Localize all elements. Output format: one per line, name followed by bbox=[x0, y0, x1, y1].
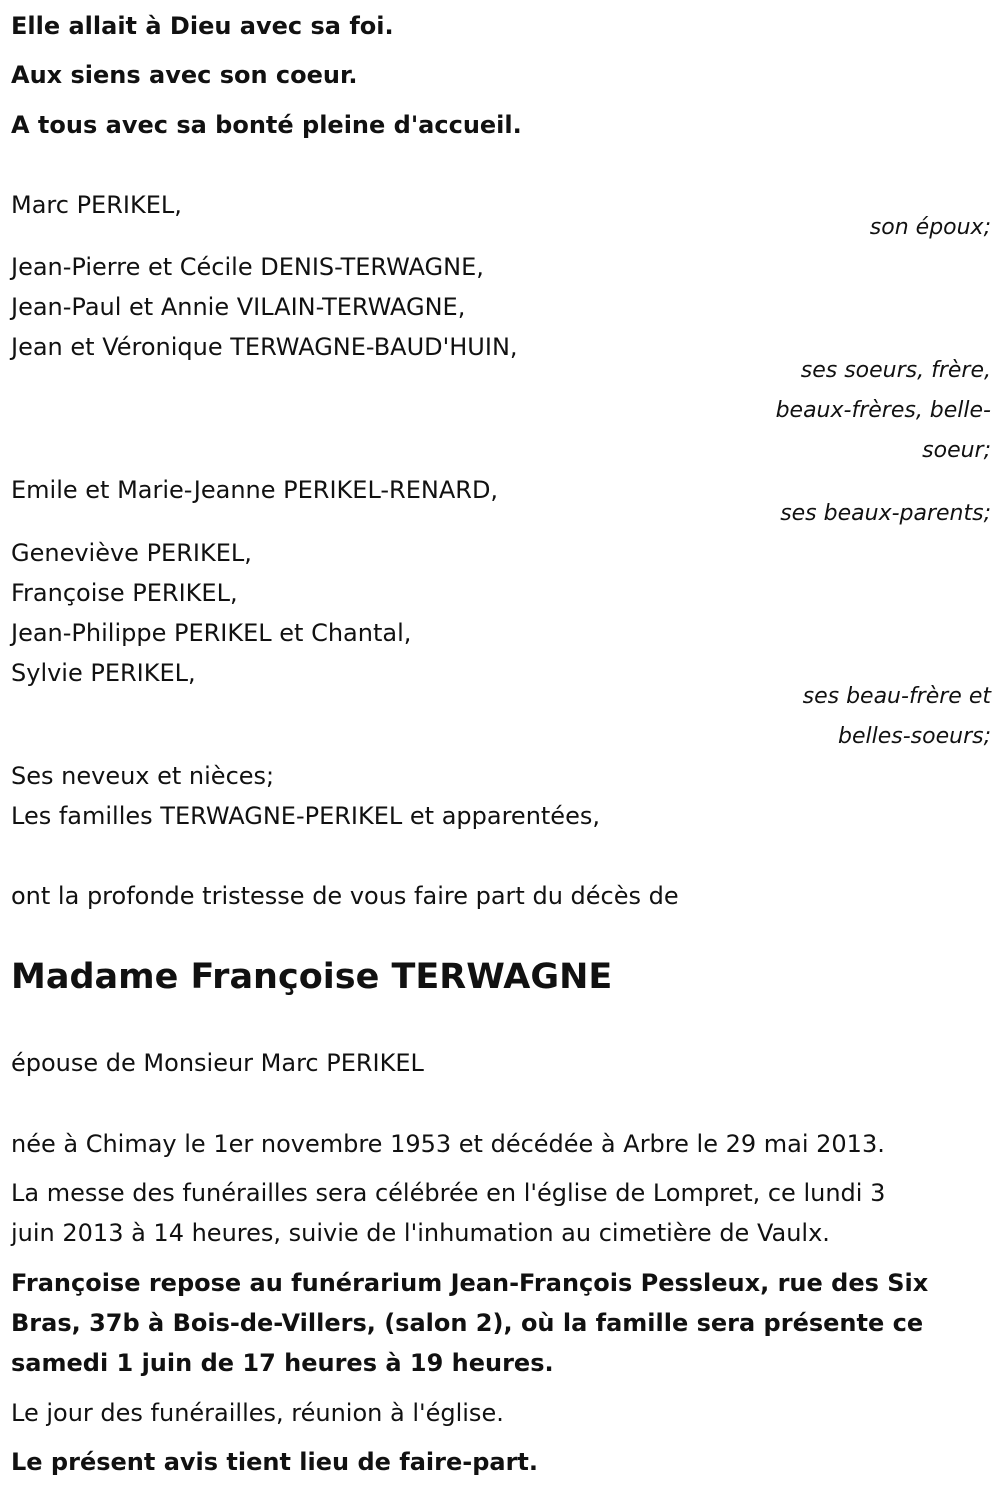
sibling-2: Jean-Paul et Annie VILAIN-TERWAGNE, bbox=[11, 293, 466, 321]
mass-line-1: La messe des funérailles sera célébrée en l'église de Lompret, ce lundi 3 bbox=[11, 1179, 886, 1207]
spouse-of: épouse de Monsieur Marc PERIKEL bbox=[11, 1049, 424, 1077]
in-law-1: Geneviève PERIKEL, bbox=[11, 539, 252, 567]
parents-in-law: Emile et Marie-Jeanne PERIKEL-RENARD, bbox=[11, 476, 499, 504]
in-law-4: Sylvie PERIKEL, bbox=[11, 659, 196, 687]
in-laws-role-line-1: ses beau-frère et bbox=[802, 684, 991, 709]
notice: Le présent avis tient lieu de faire-part. bbox=[11, 1448, 539, 1476]
siblings-role-line-3: soeur; bbox=[922, 438, 991, 463]
siblings-role-line-2: beaux-frères, belle- bbox=[775, 398, 991, 423]
meeting-info: Le jour des funérailles, réunion à l'église. bbox=[11, 1399, 504, 1427]
epigraph-line-3: A tous avec sa bonté pleine d'accueil. bbox=[11, 111, 522, 139]
spouse-role: son époux; bbox=[869, 215, 991, 240]
sibling-3: Jean et Véronique TERWAGNE-BAUD'HUIN, bbox=[11, 333, 518, 361]
epigraph-line-1: Elle allait à Dieu avec sa foi. bbox=[11, 12, 394, 40]
spouse-name: Marc PERIKEL, bbox=[11, 191, 182, 219]
in-law-3: Jean-Philippe PERIKEL et Chantal, bbox=[11, 619, 412, 647]
deceased-name: Madame Françoise TERWAGNE bbox=[11, 957, 613, 997]
mass-line-2: juin 2013 à 14 heures, suivie de l'inhumation au cimetière de Vaulx. bbox=[11, 1219, 830, 1247]
epigraph-line-2: Aux siens avec son coeur. bbox=[11, 61, 358, 89]
sibling-1: Jean-Pierre et Cécile DENIS-TERWAGNE, bbox=[11, 253, 484, 281]
funerarium-line-1: Françoise repose au funérarium Jean-François Pessleux, rue des Six bbox=[11, 1269, 929, 1297]
siblings-role-line-1: ses soeurs, frère, bbox=[800, 358, 991, 383]
families: Les familles TERWAGNE-PERIKEL et apparentées, bbox=[11, 802, 600, 830]
in-law-2: Françoise PERIKEL, bbox=[11, 579, 238, 607]
funerarium-line-3: samedi 1 juin de 17 heures à 19 heures. bbox=[11, 1349, 554, 1377]
parents-in-law-role: ses beaux-parents; bbox=[780, 501, 991, 526]
funerarium-line-2: Bras, 37b à Bois-de-Villers, (salon 2), où la famille sera présente ce bbox=[11, 1309, 924, 1337]
nephews: Ses neveux et nièces; bbox=[11, 762, 275, 790]
announcement: ont la profonde tristesse de vous faire part du décès de bbox=[11, 882, 679, 910]
birth-death: née à Chimay le 1er novembre 1953 et décédée à Arbre le 29 mai 2013. bbox=[11, 1130, 885, 1158]
in-laws-role-line-2: belles-soeurs; bbox=[838, 724, 991, 749]
